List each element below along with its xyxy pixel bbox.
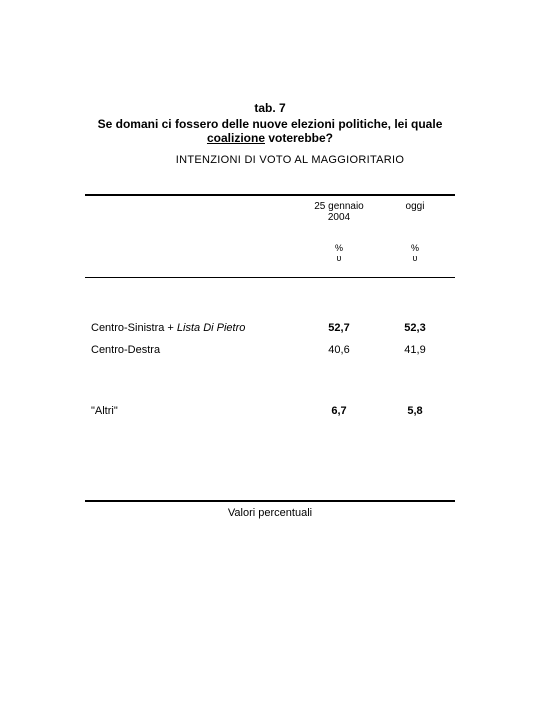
row-1-value-1: 52,7	[328, 322, 350, 334]
column-1-unit	[329, 243, 349, 263]
top-rule	[85, 194, 455, 196]
column-header-1	[304, 201, 374, 223]
question-line-2	[0, 131, 540, 145]
row-1-label-italic: Lista Di Pietro	[176, 322, 246, 334]
row-3-value-1: 6,7	[331, 405, 347, 417]
question-line-1: Se domani ci fossero delle nuove elezioni politiche, lei quale	[97, 117, 443, 131]
question-line-2-rest: voterebbe?	[265, 131, 334, 145]
row-2-label: Centro-Destra	[91, 344, 161, 356]
column-1-unit-mark: υ	[336, 253, 342, 263]
bottom-rule	[85, 500, 455, 502]
footer-note: Valori percentuali	[227, 507, 313, 519]
column-header-1-line1: 25 gennaio	[314, 201, 364, 212]
row-3-label: "Altri"	[91, 405, 118, 417]
column-header-1-line2: 2004	[327, 212, 351, 223]
header-rule	[85, 277, 455, 278]
row-1-value-2: 52,3	[404, 322, 426, 334]
column-1-unit-symbol: %	[334, 243, 343, 253]
column-2-unit-mark: υ	[412, 253, 418, 263]
table-row-label	[91, 322, 245, 334]
column-2-unit	[405, 243, 425, 263]
row-1-label: Centro-Sinistra +	[91, 322, 177, 334]
column-2-unit-symbol: %	[410, 243, 419, 253]
question-underlined-word: coalizione	[206, 131, 265, 145]
table-number: tab. 7	[254, 101, 286, 115]
row-3-value-2: 5,8	[407, 405, 423, 417]
row-2-value-2: 41,9	[404, 344, 426, 356]
row-2-value-1: 40,6	[328, 344, 350, 356]
table-subtitle: INTENZIONI DI VOTO AL MAGGIORITARIO	[175, 154, 405, 166]
column-header-2-line1: oggi	[405, 201, 425, 212]
column-header-2	[380, 201, 450, 212]
